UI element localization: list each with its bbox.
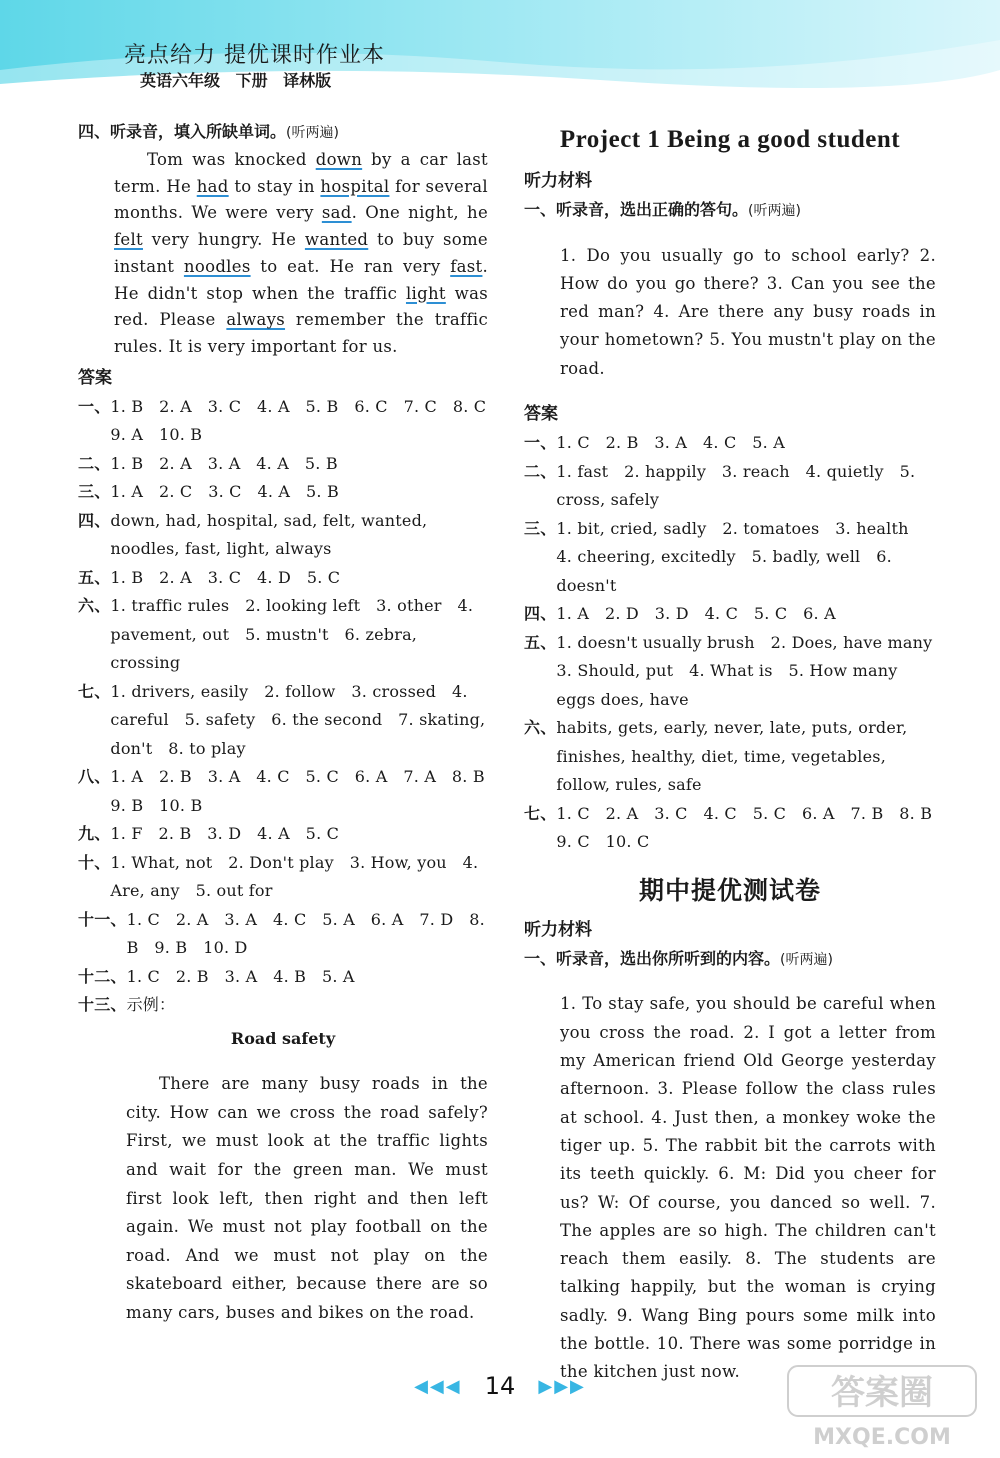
page-number: 14 <box>484 1372 516 1400</box>
answer-section-number: 四、 <box>78 510 111 530</box>
answer-row <box>78 763 501 820</box>
answer-row <box>78 393 503 450</box>
passage-text: Tom was knocked <box>147 150 316 169</box>
passage-text: was red. Please <box>114 283 489 330</box>
passage-text: very hungry. He <box>142 230 305 250</box>
midterm-listening-text: 1. To stay safe, you should be careful when you cross the road. 2. I got a letter from my American friend Old George yesterday afternoon. 3. Please follow the class rules at school. 4. Just then, a monkey woke the tiger up. 5. The rabbit bit the carrots with its teeth quickly. 6. M: Did you cheer for us? W: Of course, you danced so well. 7. The apples are so high. The children can't reach them easily. 8. The students are talking happily, but the woman is crying sadly. 9. Wang Bing pours some milk into the bottle. 10. There was some porridge in the kitchen just now. <box>560 994 936 1382</box>
answer-content: 1. drivers, easily 2. follow 3. crossed 4. careful 5. safety 6. the second 7. skating, don't 8. to play <box>110 681 491 758</box>
answer-row <box>78 849 488 906</box>
answer-section-number: 十、 <box>78 852 111 872</box>
left-answer-list <box>78 393 503 1020</box>
answer-content: 1. C 2. A 3. C 4. C 5. C 6. A 7. B 8. B 9. C 10. C <box>556 803 949 852</box>
answer-section-number: 六、 <box>78 596 111 616</box>
answer-row <box>524 458 936 515</box>
answer-content: 1. A 2. C 3. C 4. A 5. B <box>110 482 339 502</box>
midterm-title: 期中提优测试卷 <box>638 875 821 905</box>
filled-blank-word: always <box>226 310 286 330</box>
answer-section-number: 五、 <box>78 567 111 587</box>
midterm-section-1-note: (听两遍) <box>780 951 833 968</box>
answer-row <box>78 991 488 1020</box>
essay-body: There are many busy roads in the city. How can we cross the road safely? First, we must look at the traffic lights and wait for the green man. We must first look left, then right and then left again. We must not play football on the road. And we must not play on the skateboard either, because there are so many cars, buses and bikes on the road. <box>126 1074 488 1322</box>
answer-content: 1. traffic rules 2. looking left 3. other 4. pavement, out 5. mustn't 6. zebra, crossing <box>110 596 479 673</box>
answer-row <box>78 820 488 849</box>
project-section-1-note: (听两遍) <box>748 203 801 219</box>
right-arrows-icon: ▶▶▶ <box>538 1375 586 1397</box>
answer-section-number: 一、 <box>78 396 111 416</box>
watermark-line-2: MXQE.COM <box>813 1425 951 1450</box>
answer-row <box>524 600 936 629</box>
project-title: Project 1 Being a good student <box>559 126 901 153</box>
section-4-heading: 四、听录音，填入所缺单词。 <box>78 122 287 141</box>
answer-section-number: 二、 <box>524 461 557 481</box>
filled-blank-word: felt <box>114 230 143 250</box>
answer-section-number: 五、 <box>524 632 557 652</box>
answer-section-number: 三、 <box>78 482 111 502</box>
midterm-section-1-title <box>524 945 936 974</box>
answer-content: 1. F 2. B 3. D 4. A 5. C <box>110 824 340 844</box>
answer-content: 1. doesn't usually brush 2. Does, have many 3. Should, put 4. What is 5. How many eggs does, have <box>556 632 949 709</box>
series-title: 亮点给力 提优课时作业本 <box>124 43 385 68</box>
filled-blank-word: had <box>196 176 229 196</box>
filled-blank-word: hospital <box>320 176 390 196</box>
passage-text: . One night, he <box>351 203 489 223</box>
passage-text: for several months. We were very <box>114 176 488 223</box>
answer-content: down, had, hospital, sad, felt, wanted, noodles, fast, light, always <box>110 510 433 559</box>
filled-blank-word: down <box>315 150 363 169</box>
right-column <box>524 118 949 1403</box>
answer-content: 1. B 2. A 3. C 4. A 5. B 6. C 7. C 8. C 9. A 10. B <box>110 396 503 445</box>
filled-blank-word: noodles <box>183 256 251 276</box>
answer-content: habits, gets, early, never, late, puts, order, finishes, healthy, diet, time, vegetables, follow, rules, safe <box>556 718 913 795</box>
answer-row <box>524 629 949 715</box>
filled-blank-word: sad <box>321 203 352 223</box>
answer-section-number: 二、 <box>78 453 111 473</box>
answer-section-number: 九、 <box>78 824 111 844</box>
page-header <box>0 0 1000 92</box>
book-subtitle: 英语六年级 下册 译林版 <box>140 71 332 90</box>
left-arrows-icon: ◀◀◀ <box>414 1375 462 1397</box>
answer-section-number: 十一、 <box>78 909 127 929</box>
answer-section-number: 八、 <box>78 767 111 787</box>
answer-row <box>524 429 936 458</box>
answer-row <box>78 592 488 678</box>
answer-row <box>524 800 949 857</box>
passage-text: by a car last term. He <box>114 150 488 196</box>
section-4-note: (听两遍) <box>286 125 339 141</box>
passage-text: to buy some instant <box>114 230 488 276</box>
answer-row <box>524 714 936 800</box>
answer-content: 1. A 2. D 3. D 4. C 5. C 6. A <box>556 604 836 624</box>
listening-passage <box>114 147 488 361</box>
answer-row <box>78 678 491 764</box>
answer-row <box>78 564 488 593</box>
answer-section-number: 四、 <box>524 604 557 624</box>
answer-section-number: 一、 <box>524 433 557 453</box>
answer-content: 1. C 2. A 3. A 4. C 5. A 6. A 7. D 8. B 9. B 10. D <box>126 909 491 958</box>
section-4-title <box>78 118 488 147</box>
answer-content: 1. B 2. A 3. C 4. D 5. C <box>110 567 341 587</box>
right-answer-list <box>524 429 949 857</box>
site-watermark-logo <box>782 1362 982 1452</box>
project-answers-label: 答案 <box>524 404 558 425</box>
listening-label: 听力材料 <box>524 171 592 191</box>
filled-blank-word: fast <box>450 256 483 276</box>
answer-section-number: 三、 <box>524 518 557 538</box>
answer-content: 1. C 2. B 3. A 4. C 5. A <box>556 433 785 453</box>
passage-text: . He didn't stop when the traffic <box>114 256 488 303</box>
answer-section-number: 十二、 <box>78 966 127 986</box>
answer-content: 1. B 2. A 3. A 4. A 5. B <box>110 453 338 473</box>
answer-row <box>78 450 488 479</box>
answer-section-number: 十三、 <box>78 995 127 1015</box>
project-listening-text: 1. Do you usually go to school early? 2. How do you go there? 3. Can you see the red man? 4. Are there any busy roads in your hometown? 5. You mustn't play on the road. <box>560 245 936 378</box>
answer-content: 1. A 2. B 3. A 4. C 5. C 6. A 7. A 8. B 9. B 10. B <box>110 767 501 815</box>
answer-content: 1. What, not 2. Don't play 3. How, you 4. Are, any 5. out for <box>110 852 484 901</box>
answer-row <box>78 906 491 963</box>
passage-text: to eat. He ran very <box>250 256 451 276</box>
answer-content: 1. fast 2. happily 3. reach 4. quietly 5. cross, safely <box>556 461 921 510</box>
answer-content: 1. C 2. B 3. A 4. B 5. A <box>126 966 355 986</box>
answer-section-number: 六、 <box>524 718 557 738</box>
midterm-listening-label: 听力材料 <box>524 919 592 940</box>
essay-title: Road safety <box>230 1028 336 1048</box>
answer-section-number: 七、 <box>78 681 111 701</box>
filled-blank-word: wanted <box>304 230 369 250</box>
left-column <box>78 118 503 1344</box>
answer-section-number: 七、 <box>524 803 557 823</box>
project-section-1-heading: 一、听录音，选出正确的答句。 <box>524 200 749 219</box>
answer-content: 1. bit, cried, sadly 2. tomatoes 3. health 4. cheering, excitedly 5. badly, well 6. doesn't <box>556 518 925 595</box>
answer-row <box>524 515 936 601</box>
filled-blank-word: light <box>405 283 446 303</box>
passage-text: to stay in <box>228 176 321 196</box>
passage-text: remember the traffic rules. It is very important for us. <box>114 310 488 356</box>
answer-row <box>78 507 488 564</box>
answers-label: 答案 <box>78 367 112 388</box>
answer-row <box>78 963 488 992</box>
watermark-line-1: 答案圈 <box>831 1373 933 1413</box>
answer-content: 示例： <box>126 995 176 1015</box>
project-section-1-title <box>524 196 936 225</box>
midterm-section-1-heading: 一、听录音，选出你所听到的内容。 <box>524 948 781 968</box>
answer-row <box>78 478 488 507</box>
